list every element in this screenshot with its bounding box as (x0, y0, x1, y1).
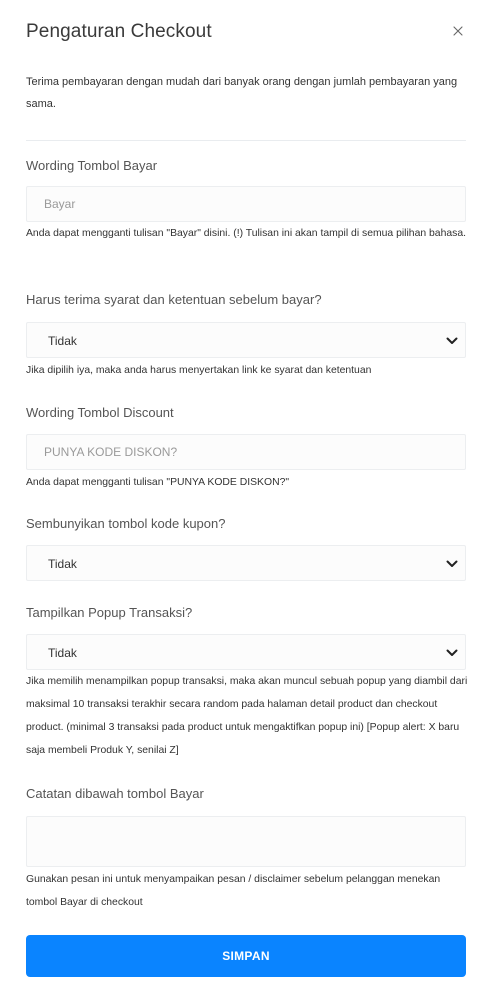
accept-terms-help: Jika dipilih iya, maka anda harus menyertakan link ke syarat dan ketentuan (26, 365, 372, 376)
accept-terms-label: Harus terima syarat dan ketentuan sebelum bayar? (26, 292, 322, 307)
chevron-down-icon (446, 558, 458, 570)
accept-terms-select[interactable] (26, 322, 466, 358)
pay-note-field (26, 816, 466, 867)
pay-note-help: Gunakan pesan ini untuk menyampaikan pesan / disclaimer sebelum pelanggan menekan tombol Bayar di checkout (26, 874, 441, 908)
close-button[interactable] (451, 24, 465, 38)
pay-note-textarea[interactable] (27, 817, 465, 866)
chevron-down-icon (446, 335, 458, 347)
discount-button-wording-label: Wording Tombol Discount (26, 405, 174, 420)
accept-terms-selected-value: Tidak (48, 334, 77, 348)
pay-button-wording-input[interactable] (27, 187, 465, 221)
pay-button-wording-field (26, 186, 466, 222)
transaction-popup-label: Tampilkan Popup Transaksi? (26, 605, 193, 620)
divider (26, 140, 466, 141)
pay-button-wording-label: Wording Tombol Bayar (26, 158, 158, 173)
modal-description: Terima pembayaran dengan mudah dari banyak orang dengan jumlah pembayaran yang sama. (26, 76, 458, 110)
hide-coupon-selected-value: Tidak (48, 557, 77, 571)
discount-button-wording-help: Anda dapat mengganti tulisan "PUNYA KODE DISKON?" (26, 477, 290, 488)
transaction-popup-help: Jika memilih menampilkan popup transaksi, maka akan muncul sebuah popup yang diambil dari maksimal 10 transaksi terakhir secara random pada halaman detail product dan checkout product. (minimal 3 transaksi pada product untuk mengaktifkan popup ini) [Popup alert: X baru saja membeli Produk Y, senilai Z] (26, 676, 468, 756)
close-icon (451, 24, 465, 38)
pay-note-label: Catatan dibawah tombol Bayar (26, 786, 204, 801)
discount-button-wording-field (26, 434, 466, 470)
discount-button-wording-input[interactable] (27, 435, 465, 469)
chevron-down-icon (446, 647, 458, 659)
hide-coupon-select[interactable] (26, 545, 466, 581)
transaction-popup-select[interactable] (26, 634, 466, 670)
modal-title: Pengaturan Checkout (26, 21, 212, 42)
transaction-popup-selected-value: Tidak (48, 646, 77, 660)
pay-button-wording-help: Anda dapat mengganti tulisan "Bayar" disini. (!) Tulisan ini akan tampil di semua pilihan bahasa. (26, 228, 466, 239)
hide-coupon-label: Sembunyikan tombol kode kupon? (26, 516, 226, 531)
save-button[interactable]: SIMPAN (26, 935, 466, 977)
